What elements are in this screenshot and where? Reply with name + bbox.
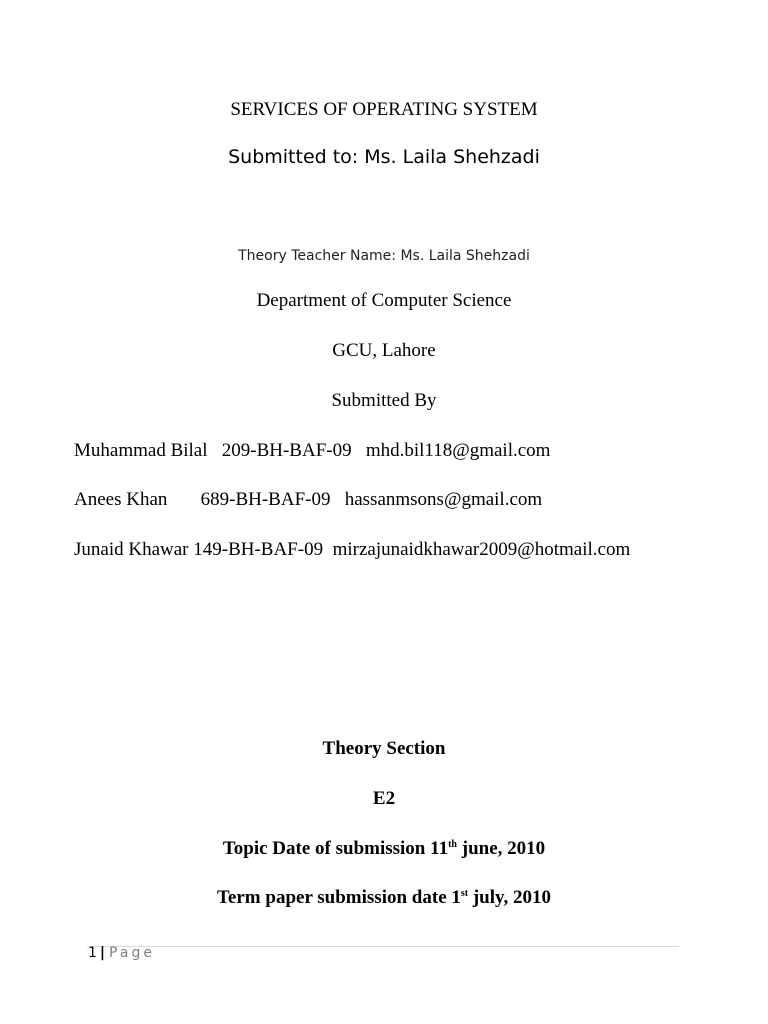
term-date-prefix: Term paper submission date 1: [217, 887, 461, 908]
department: Department of Computer Science: [256, 290, 512, 311]
topic-date-prefix: Topic Date of submission 11: [222, 838, 449, 859]
page-footer: [88, 945, 155, 961]
theory-teacher-name: Theory Teacher Name: Ms. Laila Shehzadi: [238, 248, 530, 264]
page-number: 1: [88, 945, 97, 961]
term-paper-submission-date: [0, 887, 768, 909]
term-date-suffix: july, 2010: [468, 887, 551, 908]
student-line: Junaid Khawar 149-BH-BAF-09 mirzajunaidkhawar2009@hotmail.com: [74, 539, 631, 560]
submitted-by-label: Submitted By: [331, 390, 437, 411]
student-line: Anees Khan 689-BH-BAF-09 hassanmsons@gmail.com: [74, 489, 543, 510]
topic-date-ordinal: th: [448, 839, 457, 850]
page-label: Page: [109, 945, 155, 961]
term-date-ordinal: st: [460, 888, 469, 899]
topic-date-suffix: june, 2010: [457, 838, 546, 859]
footer-divider: [87, 946, 679, 947]
page-separator: |: [99, 945, 106, 961]
section-code: E2: [372, 788, 396, 809]
theory-section-heading: Theory Section: [322, 738, 446, 759]
topic-submission-date: [0, 838, 768, 860]
student-line: Muhammad Bilal 209-BH-BAF-09 mhd.bil118@gmail.com: [74, 440, 551, 461]
document-title: SERVICES OF OPERATING SYSTEM: [230, 99, 538, 120]
institution: GCU, Lahore: [332, 340, 436, 361]
submitted-to: Submitted to: Ms. Laila Shehzadi: [228, 146, 540, 168]
